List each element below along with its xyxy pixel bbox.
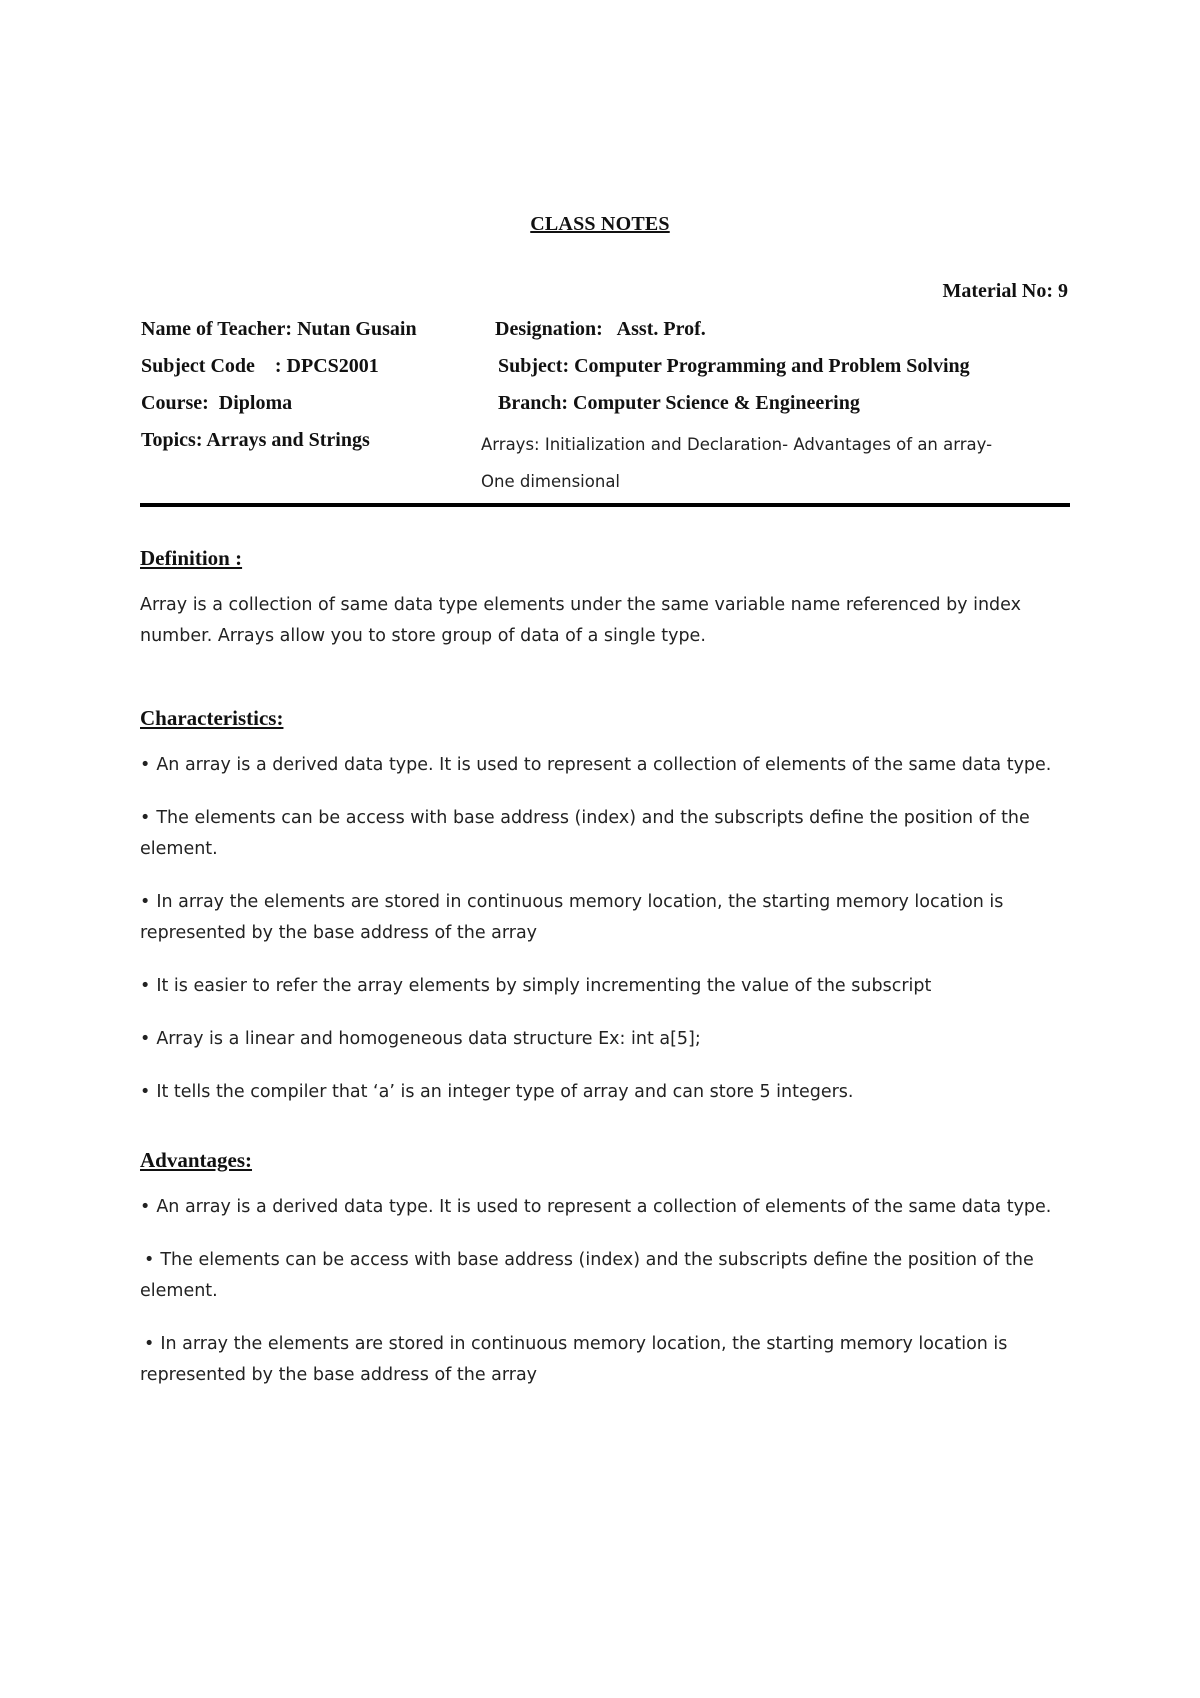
characteristics-section [140, 702, 1075, 1108]
list-item [140, 887, 1075, 949]
bullet-icon: • [140, 808, 151, 828]
bullet-icon: • [140, 1197, 151, 1217]
definition-section [140, 542, 1075, 652]
header-divider [140, 503, 1070, 507]
list-item [140, 750, 1075, 781]
bullet-icon: • [140, 892, 151, 912]
topics-label: Topics: Arrays and Strings [141, 429, 370, 451]
list-item-text: An array is a derived data type. It is used to represent a collection of elements of the same data type. [156, 1197, 1052, 1217]
list-item [140, 1077, 1075, 1108]
list-item [140, 1024, 1075, 1055]
designation: Designation: Asst. Prof. [495, 318, 706, 340]
course: Course: Diploma [141, 392, 293, 414]
list-item-text: It is easier to refer the array elements by simply incrementing the value of the subscript [156, 976, 932, 996]
list-item [140, 971, 1075, 1002]
advantages-heading: Advantages: [140, 1148, 253, 1172]
characteristics-list [140, 750, 1075, 1108]
bullet-icon: • [140, 755, 151, 775]
bullet-icon: • [144, 1250, 155, 1270]
subject-name: Subject: Computer Programming and Problem Solving [498, 355, 970, 377]
bullet-icon: • [140, 1029, 151, 1049]
list-item-text: In array the elements are stored in continuous memory location, the starting memory location is represented by the base address of the array [140, 892, 1004, 943]
subject-code: Subject Code : DPCS2001 [141, 355, 379, 377]
list-item-text: It tells the compiler that ‘a’ is an integer type of array and can store 5 integers. [156, 1082, 854, 1102]
definition-text: Array is a collection of same data type elements under the same variable name referenced by index number. Arrays allow you to store group of data of a single type. [140, 595, 1021, 646]
notes-body [140, 542, 1075, 1413]
branch: Branch: Computer Science & Engineering [498, 392, 860, 414]
bullet-icon: • [140, 1082, 151, 1102]
list-item [140, 1192, 1075, 1223]
list-item [140, 1329, 1075, 1391]
list-item-text: Array is a linear and homogeneous data structure Ex: int a[5]; [156, 1029, 701, 1049]
bullet-icon: • [140, 976, 151, 996]
material-number: Material No: 9 [942, 280, 1068, 302]
teacher-name: Name of Teacher: Nutan Gusain [141, 318, 417, 340]
list-item [140, 803, 1075, 865]
topics-detail-line: One dimensional [481, 472, 621, 491]
definition-heading: Definition : [140, 546, 243, 570]
advantages-section [140, 1144, 1075, 1391]
characteristics-heading: Characteristics: [140, 706, 284, 730]
advantages-list [140, 1192, 1075, 1391]
list-item-text: An array is a derived data type. It is used to represent a collection of elements of the same data type. [156, 755, 1052, 775]
bullet-icon: • [144, 1334, 155, 1354]
list-item-text: The elements can be access with base address (index) and the subscripts define the position of the element. [140, 808, 1030, 859]
list-item-text: The elements can be access with base address (index) and the subscripts define the position of the element. [140, 1250, 1034, 1301]
topics-detail [481, 426, 1061, 500]
list-item [140, 1245, 1075, 1307]
list-item-text: In array the elements are stored in continuous memory location, the starting memory location is represented by the base address of the array [140, 1334, 1008, 1385]
topics-detail-line: Arrays: Initialization and Declaration- Advantages of an array- [481, 435, 993, 454]
document-title: CLASS NOTES [530, 213, 670, 235]
